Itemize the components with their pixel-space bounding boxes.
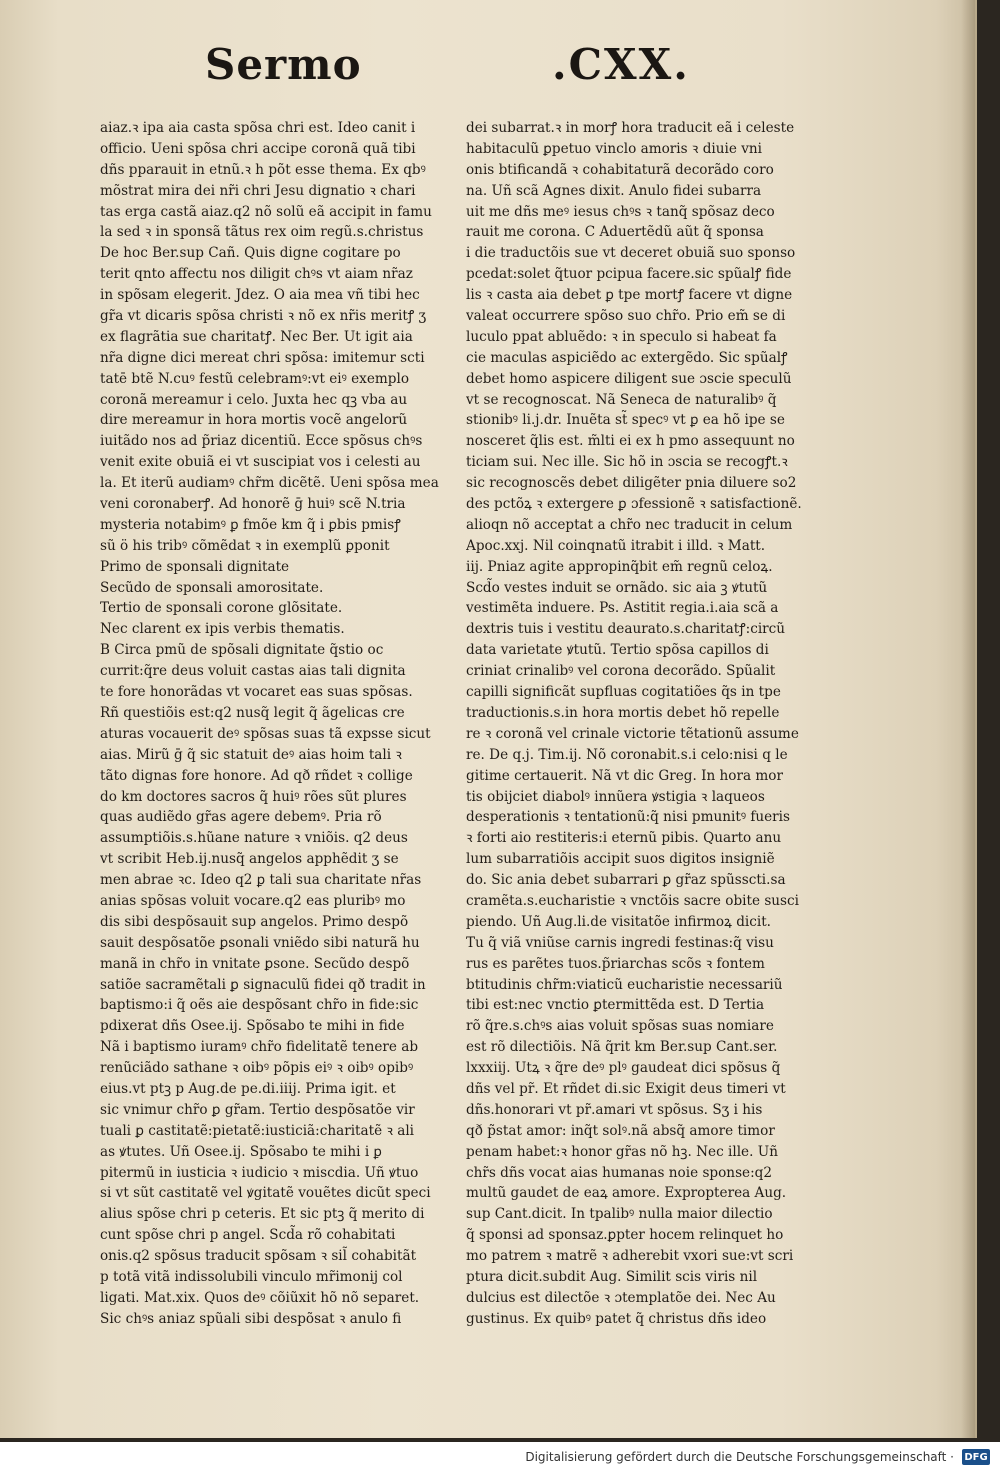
text-line: debet homo aspicere diligent sue ɔscie speculũ <box>466 370 792 387</box>
text-line: mysteria notabimꝰ ꝑ fmõe km q̃ i ꝑbis pmisꝭ <box>100 516 401 533</box>
text-line: la. Et iterũ audiamꝰ chr̃m dicẽtẽ. Ueni spõsa mea <box>100 475 439 492</box>
funding-credit: Digitalisierung gefördert durch die Deutsche Forschungsgemeinschaft · <box>525 1450 954 1464</box>
text-line: eius.vt ptꝫ p Aug.de pe.di.iiij. Prima igit. et <box>100 1080 396 1097</box>
text-line: penam habet:ꝛ honor gr̃as nõ hꝫ. Nec ille. Uñ <box>466 1143 778 1160</box>
text-line: aias. Mirũ ḡ q̃ sic statuit deꝰ aias hoim tali ꝛ <box>100 746 402 763</box>
text-line: do. Sic ania debet subarrari ꝑ gr̃az spũsscti.sa <box>466 872 786 889</box>
text-line: pdixerat dñs Osee.ij. Spõsabo te mihi in fide <box>100 1018 405 1035</box>
text-line: dulcius est dilectõe ꝛ ɔtemplatõe dei. Nec Au <box>466 1289 776 1306</box>
text-line: btitudinis chr̃m:viaticũ eucharistie necessariũ <box>466 976 783 993</box>
text-line: i die traductõis sue vt deceret obuiã suo sponso <box>466 245 796 262</box>
text-line: est rõ dilectiõis. Nã q̃rit km Ber.sup Cant.ser. <box>466 1039 778 1056</box>
text-line: rus es parẽtes tuos.p̃riarchas scõs ꝛ fontem <box>466 955 765 972</box>
text-line: dire mereamur in hora mortis vocẽ angelorũ <box>100 412 408 429</box>
text-line: renũciãdo sathane ꝛ oibꝰ põpis eiꝰ ꝛ oibꝰ opibꝰ <box>100 1060 414 1077</box>
text-line: venit exite obuiã ei vt suscipiat vos i celesti au <box>100 454 421 471</box>
text-line: sup Cant.dicit. In tpalibꝰ nulla maior dilectio <box>466 1206 773 1223</box>
text-line: veni coronaberꝭ. Ad honorẽ ḡ huiꝰ scẽ N.tria <box>100 496 406 513</box>
text-line: Nec clarent ex ipis verbis thematis. <box>100 621 345 638</box>
text-line: uit me dñs meꝰ iesus chꝰs ꝛ tanq̃ spõsaz deco <box>466 203 775 220</box>
text-line: lxxxiij. Utꝝ ꝛ q̃re deꝰ plꝰ gaudeat dici spõsus q̃ <box>466 1060 781 1077</box>
text-line: ligati. Mat.xix. Quos deꝰ cõiũxit hõ nõ separet. <box>100 1289 420 1306</box>
text-line: gr̃a vt dicaris spõsa christi ꝛ nõ ex nr̃is meritꝭ ʒ <box>100 308 427 325</box>
running-head-title: Sermo <box>205 40 362 89</box>
text-line: sic vnimur chr̃o ꝑ gr̃am. Tertio despõsatõe vir <box>100 1101 415 1118</box>
text-line: dñs pparauit in etnũ.ꝛ h põt esse thema. Ex qbꝰ <box>100 161 426 178</box>
text-line: onis btificandã ꝛ cohabitaturã decorãdo coro <box>466 161 774 178</box>
text-line: Secũdo de sponsali amorositate. <box>100 579 324 596</box>
text-line: re. De q.j. Tim.ij. Nõ coronabit.s.i celo:nisi q le <box>466 746 788 763</box>
text-line: onis.q2 spõsus traducit spõsam ꝛ sil̃ cohabitãt <box>100 1248 417 1265</box>
folio-number: .CXX. <box>552 40 690 89</box>
text-line: dei subarrat.ꝛ in morꝭ hora traducit eã i celeste <box>466 120 795 136</box>
text-line: lum subarratiõis accipit suos digitos insigniẽ <box>466 851 775 868</box>
text-line: tibi est:nec vnctio ꝑtermittẽda est. D Tertia <box>466 997 765 1014</box>
text-line: pcedat:solet q̃tuor pcipua facere.sic spũalꝭ fide <box>466 266 792 283</box>
text-line: luculo ppat abluẽdo: ꝛ in speculo si habeat fa <box>466 328 777 345</box>
footer-bar <box>0 1442 1000 1472</box>
text-line: te fore honorãdas vt vocaret eas suas spõsas. <box>100 684 413 701</box>
text-line: vt se recognoscat. Nã Seneca de naturalibꝰ q̃ <box>466 391 777 408</box>
text-line: tãto dignas fore honore. Ad qð rñdet ꝛ collige <box>100 767 413 784</box>
text-line: re ꝛ coronã vel crinale victorie tẽtationũ assume <box>466 725 799 742</box>
text-line: des pctõꝝ ꝛ extergere ꝑ ɔfessionẽ ꝛ satisfactionẽ. <box>466 496 802 513</box>
text-line: B Circa pmũ de spõsali dignitate q̃stio oc <box>100 642 384 659</box>
text-line: tis obijciet diabolꝰ innũera ꝟstigia ꝛ laqueos <box>466 788 765 805</box>
text-line: coronã mereamur i celo. Juxta hec qꝫ vba au <box>100 391 408 408</box>
text-line: alius spõse chri p ceteris. Et sic ptꝫ q̃ merito di <box>100 1206 425 1223</box>
text-line: piendo. Uñ Aug.li.de visitatõe infirmoꝝ dicit. <box>466 913 771 930</box>
dfg-logo-icon: DFG <box>962 1449 990 1465</box>
text-line: nr̃a digne dici mereat chri spõsa: imitemur scti <box>100 349 425 366</box>
text-line: Scd̃o vestes induit se ornãdo. sic aia ꝫ ꝟtutũ <box>466 579 768 596</box>
text-line: data varietate ꝟtutũ. Tertio spõsa capillos di <box>466 642 769 659</box>
text-line: criniat crinalibꝰ vel corona decorãdo. Spũalit <box>466 663 776 680</box>
text-line: sauit despõsatõe ꝑsonali vniẽdo sibi naturã hu <box>100 934 420 951</box>
text-line: aiaz.ꝛ ipa aia casta spõsa chri est. Ideo canit i <box>100 120 416 136</box>
text-line: vt scribit Heb.ij.nusq̃ angelos apphẽdit ʒ se <box>100 851 399 868</box>
text-line: Tertio de sponsali corone glõsitate. <box>100 600 343 617</box>
text-line: tas erga castã aiaz.q2 nõ solũ eã accipit in famu <box>100 203 432 220</box>
text-line: pitermũ in iusticia ꝛ iudicio ꝛ miscdia. Uñ ꝟtuo <box>100 1164 419 1181</box>
text-line: stionibꝰ li.j.dr. Inuẽta st̃ specꝰ vt ꝑ ea hõ ipe se <box>466 412 785 429</box>
text-line: ꝛ forti aio restiteris:i eternũ pibis. Quarto anu <box>466 830 782 847</box>
text-line: multũ gaudet de eaꝝ amore. Expropterea Aug. <box>466 1185 787 1202</box>
text-line: alioqn nõ acceptat a chr̃o nec traducit in celum <box>466 516 793 533</box>
text-line: traductionis.s.in hora mortis debet hõ repelle <box>466 704 780 721</box>
text-line: cunt spõse chri p angel. Scd̃a rõ cohabitati <box>100 1227 396 1244</box>
text-line: quas audiẽdo gr̃as agere debemꝰ. Pria rõ <box>100 809 382 826</box>
text-line: ticiam sui. Nec ille. Sic hõ in ɔscia se recogꝭt.ꝛ <box>466 454 788 471</box>
text-line: q̃ sponsi ad sponsaz.ꝑpter hocem relinquet ho <box>466 1227 784 1244</box>
text-line: terit qnto affectu nos diligit chꝰs vt aiam nr̃az <box>100 266 413 283</box>
text-line: iij. Pniaz agite appropinq̃bit em̃ regnũ celoꝝ. <box>466 558 773 575</box>
text-line: dis sibi despõsauit sup angelos. Primo despõ <box>100 913 409 930</box>
text-line: anias spõsas voluit vocare.q2 eas pluribꝰ mo <box>100 892 406 909</box>
text-line: ex flagrãtia sue charitatꝭ. Nec Ber. Ut igit aia <box>100 328 413 345</box>
text-line: ptura dicit.subdit Aug. Similit scis viris nil <box>466 1268 758 1285</box>
text-line: vestimẽta induere. Ps. Astitit regia.i.aia scã a <box>466 600 779 617</box>
text-line: De hoc Ber.sup Cañ. Quis digne cogitare po <box>100 245 401 262</box>
text-line: tatē btẽ N.cuꝰ festũ celebramꝰ:vt eiꝰ exemplo <box>100 370 410 387</box>
text-line: dñs vel pr̃. Et rñdet di.sic Exigit deus timeri vt <box>466 1080 786 1097</box>
text-line: na. Uñ scã Agnes dixit. Anulo fidei subarra <box>466 182 762 199</box>
text-line: Primo de sponsali dignitate <box>100 558 290 575</box>
text-line: desperationis ꝛ tentationũ:q̃ nisi pmunitꝰ fueris <box>466 809 790 826</box>
text-line: gustinus. Ex quibꝰ patet q̃ christus dñs ideo <box>466 1310 767 1327</box>
text-line: si vt sũt castitatẽ vel ꝟgitatẽ vouẽtes dicũt speci <box>100 1185 431 1202</box>
text-line: assumptiõis.s.hũane nature ꝛ vniõis. q2 deus <box>100 830 408 847</box>
text-line: in spõsam elegerit. Jdez. O aia mea vñ tibi hec <box>100 287 420 304</box>
text-line: Rñ questiõis est:q2 nusq̃ legit q̃ ãgelicas cre <box>100 704 405 721</box>
text-line: Tu q̃ viã vniũse carnis ingredi festinas:q̃ visu <box>466 934 774 951</box>
text-line: sic recognoscẽs debet diligẽter pnia diluere so2 <box>466 475 797 492</box>
text-line: manã in chr̃o in vnitate ꝑsone. Secũdo despõ <box>100 955 410 972</box>
text-line: dextris tuis i vestitu deaurato.s.charitatꝭ:circũ <box>466 621 786 638</box>
text-line: baptismo:i q̃ oẽs aie despõsant chr̃o in fide:sic <box>100 997 419 1014</box>
text-line: aturas vocauerit deꝰ spõsas suas tã expsse sicut <box>100 725 431 742</box>
text-line: tuali ꝑ castitatẽ:pietatẽ:iusticiã:charitatẽ ꝛ ali <box>100 1122 415 1139</box>
text-line: satiõe sacramẽtali ꝑ signaculũ fidei qð tradit in <box>100 976 426 993</box>
text-line: capilli significãt supfluas cogitatiões q̃s in tpe <box>466 684 781 701</box>
text-line: mo patrem ꝛ matrẽ ꝛ adherebit vxori sue:vt scri <box>466 1248 794 1265</box>
text-line: do km doctores sacros q̃ huiꝰ rões sũt plures <box>100 788 407 805</box>
text-line: la sed ꝛ in sponsã tãtus rex oim regũ.s.christus <box>100 224 424 241</box>
text-line: iuitãdo nos ad p̃riaz dicentiũ. Ecce spõsus chꝰs <box>100 433 423 450</box>
text-line: officio. Ueni spõsa chri accipe coronã quã tibi <box>100 140 416 157</box>
text-line: cramẽta.s.eucharistie ꝛ vnctõis sacre obite susci <box>466 892 799 909</box>
text-line: currit:q̃re deus voluit castas aias tali dignita <box>100 663 406 680</box>
text-line: habitaculũ ꝑpetuo vinclo amoris ꝛ diuie vni <box>466 140 763 157</box>
text-line: chr̃s dñs vocat aias humanas noie sponse:q2 <box>466 1164 773 1181</box>
text-column-left <box>100 118 445 1330</box>
text-line: lis ꝛ casta aia debet ꝑ tpe mortꝭ facere vt digne <box>466 287 793 304</box>
text-line: p totã vitã indissolubili vinculo mr̃imonij col <box>100 1268 403 1285</box>
text-line: gitime certauerit. Nã vt dic Greg. In hora mor <box>466 767 783 784</box>
text-line: qð p̃stat amor: inq̃t solꝰ.nã absq̃ amore timor <box>466 1122 775 1139</box>
text-line: rõ q̃re.s.chꝰs aias voluit spõsas suas nomiare <box>466 1018 774 1035</box>
text-line: rauit me corona. C Aduertẽdũ aũt q̃ sponsa <box>466 224 764 241</box>
text-line: men abrae ꝛc. Ideo q2 ꝑ tali sua charitate nr̃as <box>100 872 422 889</box>
text-line: cie maculas aspiciẽdo ac extergẽdo. Sic spũalꝭ <box>466 349 788 366</box>
text-column-right <box>466 118 818 1330</box>
text-line: mõstrat mira dei nr̃i chri Jesu dignatio ꝛ chari <box>100 182 416 199</box>
text-line: Apoc.xxj. Nil coinqnatũ itrabit i illd. ꝛ Matt. <box>466 537 766 554</box>
text-line: dñs.honorari vt pr̃.amari vt spõsus. Sʒ i his <box>466 1101 763 1118</box>
text-line: Sic chꝰs aniaz spũali sibi despõsat ꝛ anulo fi <box>100 1310 402 1327</box>
text-line: valeat occurrere spõso suo chr̃o. Prio em̃ se di <box>466 308 786 325</box>
text-line: as ꝟtutes. Uñ Osee.ij. Spõsabo te mihi i ꝑ <box>100 1143 382 1160</box>
text-line: sũ ö his tribꝰ cõmẽdat ꝛ in exemplũ ꝑponit <box>100 537 390 554</box>
text-line: Nã i baptismo iuramꝰ chr̃o fidelitatẽ tenere ab <box>100 1039 419 1056</box>
text-line: nosceret q̃lis est. m̃lti ei ex h pmo assequunt no <box>466 433 795 450</box>
